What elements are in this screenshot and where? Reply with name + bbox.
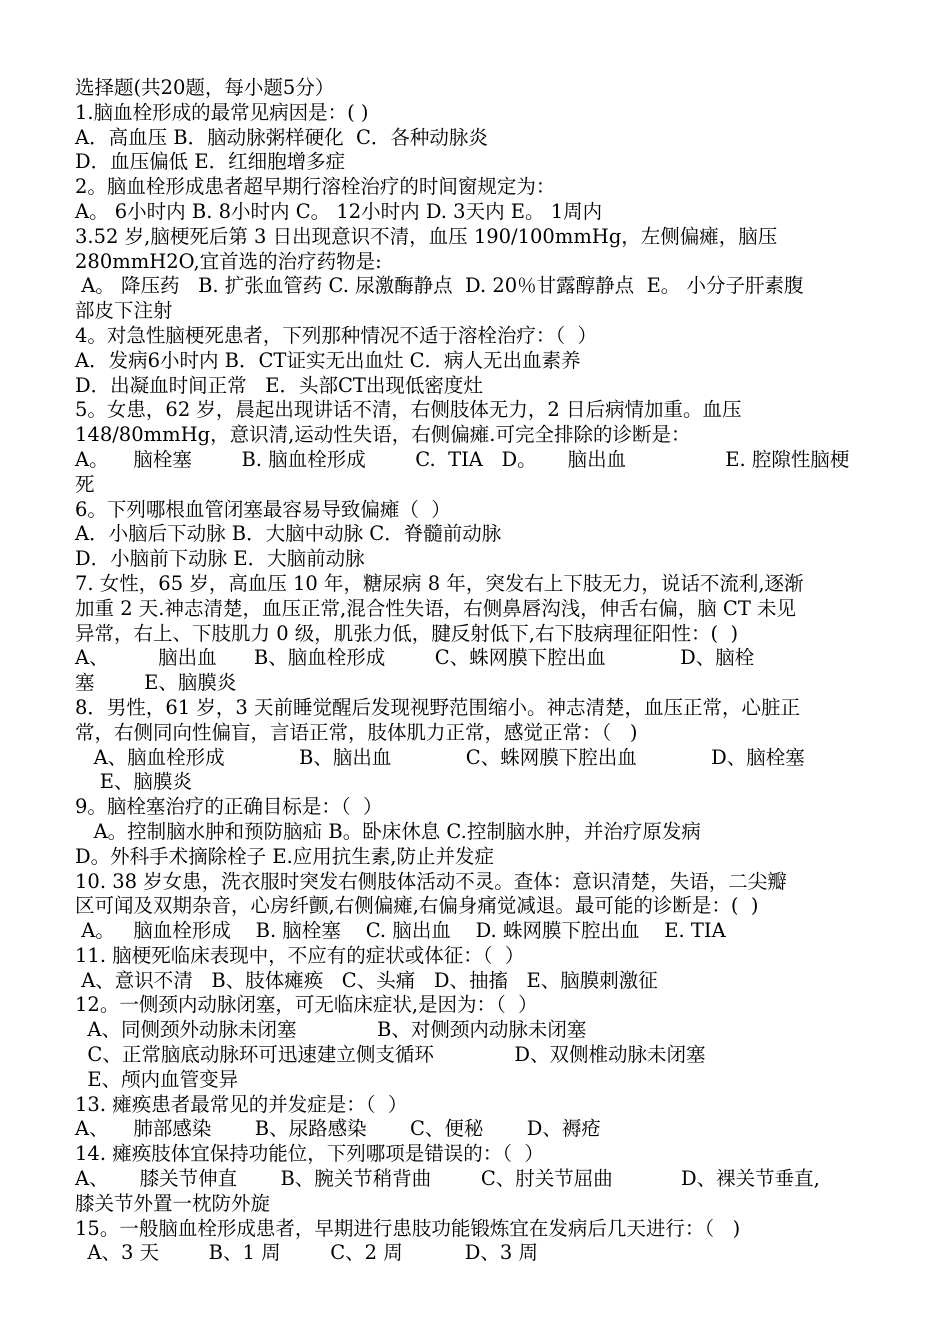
text-line: 3.52 岁,脑梗死后第 3 日出现意识不清，血压 190/100mmHg，左侧偏瘫，脑压 — [75, 224, 778, 248]
text-line: A。 6小时内 B. 8小时内 C。 12小时内 D. 3天内 E。 1周内 — [75, 199, 603, 223]
text-line: A、 膝关节伸直 B、腕关节稍背曲 C、肘关节屈曲 D、裸关节垂直, — [75, 1167, 820, 1191]
text-line: 11. 脑梗死临床表现中，不应有的症状或体征：（ ） — [75, 943, 525, 967]
text-line: A、3 天 B、1 周 C、2 周 D、3 周 — [75, 1241, 538, 1265]
text-line: 异常，右上、下肢肌力 0 级，肌张力低，腱反射低下,右下肢病理征阳性：( ) — [75, 621, 739, 645]
text-line: A。 脑血栓形成 B. 脑栓塞 C. 脑出血 D. 蛛网膜下腔出血 E. TIA — [75, 919, 726, 943]
text-line: E、脑膜炎 — [75, 770, 193, 794]
text-line: 9。脑栓塞治疗的正确目标是：（ ） — [75, 795, 383, 819]
text-line: A、意识不清 B、肢体瘫痪 C、头痛 D、抽搐 E、脑膜刺激征 — [75, 968, 658, 992]
text-line: A、脑血栓形成 B、脑出血 C、蛛网膜下腔出血 D、脑栓塞 — [75, 745, 805, 769]
text-line: 2。脑血栓形成患者超早期行溶栓治疗的时间窗规定为： — [75, 175, 556, 199]
text-line: 5。女患，62 岁，晨起出现讲话不清，右侧肢体无力，2 日后病情加重。血压 — [75, 398, 742, 422]
text-line: 区可闻及双期杂音，心房纤颤,右侧偏瘫,右偏身痛觉减退。最可能的诊断是：( ) — [75, 894, 759, 918]
text-line: E、颅内血管变异 — [75, 1067, 239, 1091]
text-line: A、 肺部感染 B、尿路感染 C、便秘 D、褥疮 — [75, 1117, 601, 1141]
text-line: A．高血压 B．脑动脉粥样硬化 C．各种动脉炎 — [75, 125, 488, 149]
text-line: 部皮下注射 — [75, 299, 173, 323]
text-line: A、 脑出血 B、脑血栓形成 C、蛛网膜下腔出血 D、脑栓 — [75, 646, 755, 670]
text-line: 加重 2 天.神志清楚，血压正常,混合性失语，右侧鼻唇沟浅，伸舌右偏，脑 CT 未见 — [75, 596, 797, 620]
text-line: D。外科手术摘除栓子 E.应用抗生素,防止并发症 — [75, 844, 494, 868]
text-line: D．小脑前下动脉 E．大脑前动脉 — [75, 547, 365, 571]
text-line: 4。对急性脑梗死患者，下列那种情况不适于溶栓治疗：（ ） — [75, 323, 598, 347]
text-line: 选择题(共20题，每小题5分） — [75, 76, 335, 99]
text-line: A．小脑后下动脉 B．大脑中动脉 C．脊髓前动脉 — [75, 522, 502, 546]
text-line: 塞 E、脑膜炎 — [75, 671, 237, 695]
text-line: 8．男性，61 岁，3 天前睡觉醒后发现视野范围缩小。神志清楚，血压正常，心脏正 — [75, 695, 801, 719]
text-line: 6。下列哪根血管闭塞最容易导致偏瘫（ ） — [75, 497, 451, 521]
text-line: 7. 女性，65 岁，高血压 10 年，糖尿病 8 年，突发右上下肢无力，说话不流利,逐渐 — [75, 571, 804, 595]
text-line: 1.脑血栓形成的最常见病因是：( ) — [75, 100, 369, 124]
text-line: 死 — [75, 472, 95, 496]
text-line: 148/80mmHg，意识清,运动性失语，右侧偏瘫.可完全排除的诊断是： — [75, 423, 691, 447]
text-line: D．出凝血时间正常 E．头部CT出现低密度灶 — [75, 373, 483, 397]
text-line: A。 脑栓塞 B. 脑血栓形成 C. TIA D。 脑出血 E. 腔隙性脑梗 — [75, 447, 850, 471]
text-line: A。控制脑水肿和预防脑疝 B。卧床休息 C.控制脑水肿，并治疗原发病 — [75, 819, 701, 843]
text-line: A．发病6小时内 B．CT证实无出血灶 C．病人无出血素养 — [75, 348, 581, 372]
text-line: 14. 瘫痪肢体宜保持功能位，下列哪项是错误的：（ ） — [75, 1142, 544, 1166]
exam-document — [75, 76, 890, 1266]
text-line: 膝关节外置一枕防外旋 — [75, 1191, 271, 1215]
text-line: C、正常脑底动脉环可迅速建立侧支循环 D、双侧椎动脉未闭塞 — [75, 1043, 706, 1067]
text-line: 15。一般脑血栓形成患者，早期进行患肢功能锻炼宜在发病后几天进行：（ ) — [75, 1216, 741, 1240]
text-line: 12。一侧颈内动脉闭塞，可无临床症状,是因为：（ ） — [75, 993, 538, 1017]
text-line: 13. 瘫痪患者最常见的并发症是：（ ） — [75, 1092, 408, 1116]
text-line: D．血压偏低 E．红细胞增多症 — [75, 150, 346, 174]
text-line: 10. 38 岁女患，洗衣服时突发右侧肢体活动不灵。查体：意识清楚，失语，二尖瓣 — [75, 869, 787, 893]
text-line: 280mmH2O,宜首选的治疗药物是: — [75, 249, 382, 273]
text-line: A。 降压药 B. 扩张血管药 C. 尿激酶静点 D. 20％甘露醇静点 E。 小分子肝素腹 — [75, 274, 804, 298]
text-line: A、同侧颈外动脉未闭塞 B、对侧颈内动脉未闭塞 — [75, 1018, 587, 1042]
text-line: 常，右侧同向性偏盲，言语正常，肢体肌力正常，感觉正常：（ ) — [75, 720, 638, 744]
